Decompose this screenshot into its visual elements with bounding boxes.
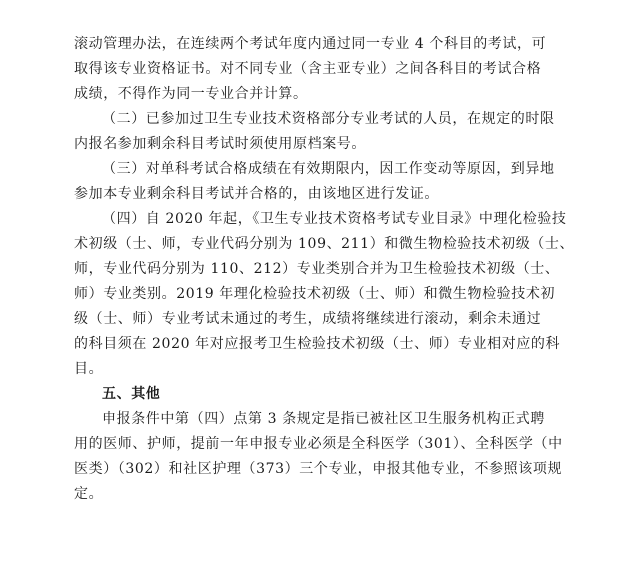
text-line: 的科目须在 2020 年对应报考卫生检验技术初级（士、师）专业相对应的科	[74, 336, 561, 352]
text-line: 目。	[74, 361, 104, 377]
paragraph-5-start: 申报条件中第（四）点第 3 条规定是指已被社区卫生服务机构正式聘	[102, 411, 546, 427]
text-line: 医类）（302）和社区护理（373）三个专业，申报其他专业，不参照该项规	[74, 461, 563, 477]
text-line: 成绩，不得作为同一专业合并计算。	[74, 86, 308, 102]
text-line: 内报名参加剩余科目考试时须使用原档案号。	[74, 136, 366, 152]
section-heading-other: 五、其他	[102, 386, 161, 402]
text-line: 师）专业类别。2019 年理化检验技术初级（士、师）和微生物检验技术初	[74, 286, 556, 302]
text-line: 师，专业代码分别为 110、212）专业类别合并为卫生检验技术初级（士、	[74, 261, 560, 277]
text-line: 取得该专业资格证书。对不同专业（含主亚专业）之间各科目的考试合格	[74, 61, 542, 77]
text-line: 参加本专业剩余科目考试并合格的，由该地区进行发证。	[74, 186, 439, 202]
text-line: 用的医师、护师，提前一年申报专业必须是全科医学（301）、全科医学（中	[74, 436, 563, 452]
paragraph-2-start: （二）已参加过卫生专业技术资格部分专业考试的人员，在规定的时限	[102, 111, 555, 127]
text-line: 术初级（士、师，专业代码分别为 109、211）和微生物检验技术初级（士、	[74, 236, 574, 252]
paragraph-3-start: （三）对单科考试合格成绩在有效期限内，因工作变动等原因，到异地	[102, 161, 555, 177]
text-line: 级（士、师）专业考试未通过的考生，成绩将继续进行滚动，剩余未通过	[74, 311, 542, 327]
text-line: 滚动管理办法，在连续两个考试年度内通过同一专业 4 个科目的考试，可	[74, 36, 547, 52]
text-line: 定。	[74, 486, 104, 502]
paragraph-4-start: （四）自 2020 年起，《卫生专业技术资格考试专业目录》中理化检验技	[102, 211, 567, 227]
document-body	[74, 32, 574, 507]
